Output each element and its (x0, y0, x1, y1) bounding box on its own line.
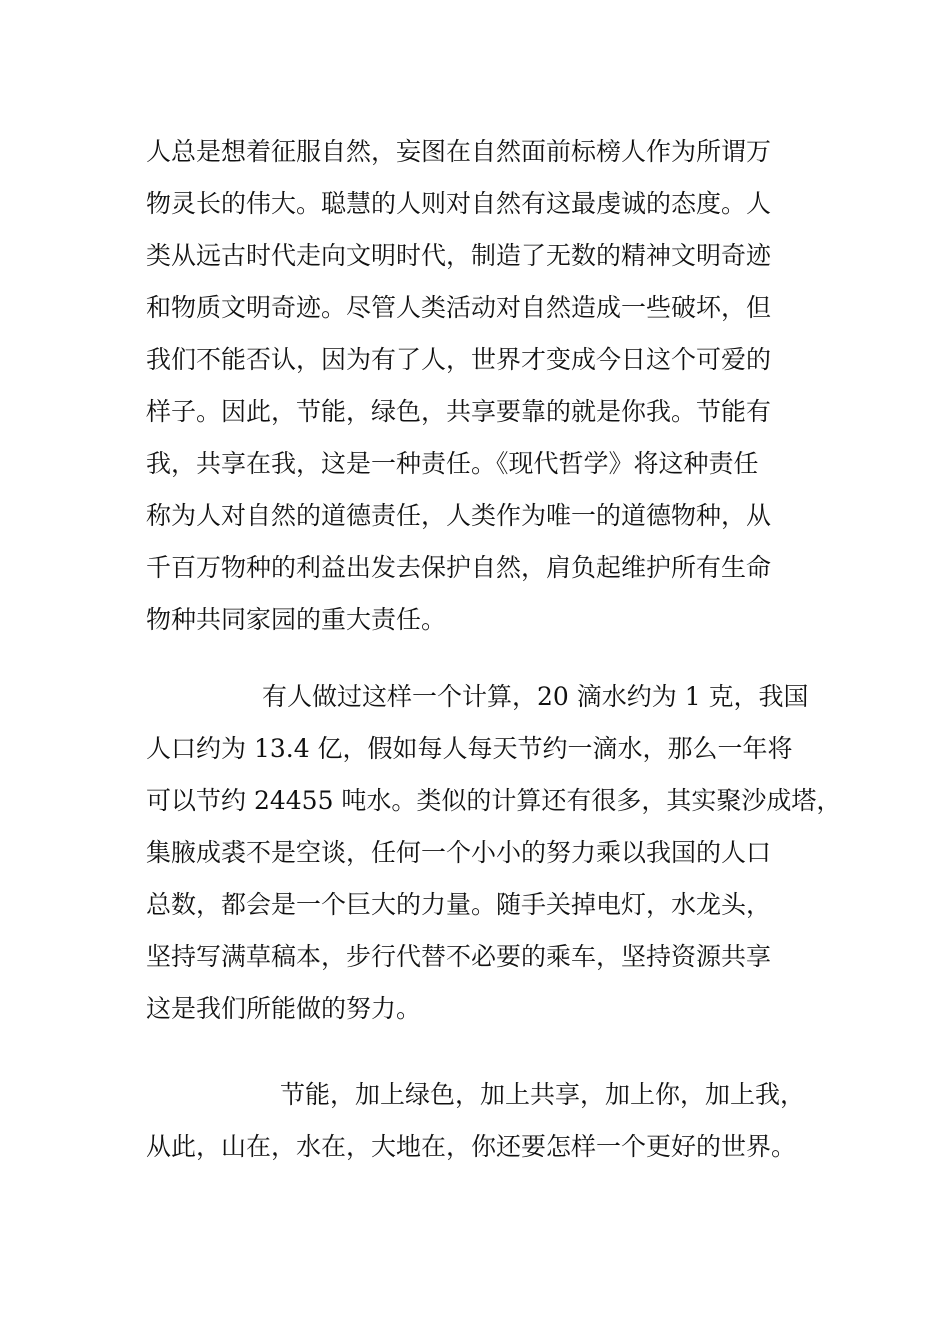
text-line: 我，共享在我，这是一种责任。《现代哲学》将这种责任 (146, 449, 759, 478)
text-line: 从此，山在，水在，大地在，你还要怎样一个更好的世界。 (146, 1132, 797, 1161)
text-line: 和物质文明奇迹。尽管人类活动对自然造成一些破坏，但 (146, 293, 772, 322)
text-line: 有人做过这样一个计算，20 滴水约为 1 克，我国 (262, 682, 809, 711)
text-line: 千百万物种的利益出发去保护自然，肩负起维护所有生命 (146, 553, 772, 582)
text-line: 我们不能否认，因为有了人，世界才变成今日这个可爱的 (146, 345, 772, 374)
text-line: 物种共同家园的重大责任。 (146, 605, 447, 634)
text-line: 可以节约 24455 吨水。类似的计算还有很多，其实聚沙成塔， (146, 786, 842, 815)
text-line: 人口约为 13.4 亿，假如每人每天节约一滴水，那么一年将 (146, 734, 793, 763)
text-line: 集腋成裘不是空谈，任何一个小小的努力乘以我国的人口 (146, 838, 772, 867)
text-line: 样子。因此，节能，绿色，共享要靠的就是你我。节能有 (146, 397, 772, 426)
text-line: 节能，加上绿色，加上共享，加上你，加上我， (280, 1080, 806, 1109)
paragraph-1 (146, 126, 836, 646)
text-line: 人总是想着征服自然，妄图在自然面前标榜人作为所谓万 (146, 137, 772, 166)
text-line: 总数，都会是一个巨大的力量。随手关掉电灯，水龙头， (146, 890, 772, 919)
text-line: 这是我们所能做的努力。 (146, 994, 422, 1023)
paragraph-2 (146, 671, 842, 1035)
text-line: 称为人对自然的道德责任，人类作为唯一的道德物种，从 (146, 501, 772, 530)
text-line: 坚持写满草稿本，步行代替不必要的乘车，坚持资源共享 (146, 942, 772, 971)
text-line: 物灵长的伟大。聪慧的人则对自然有这最虔诚的态度。人 (146, 189, 772, 218)
paragraph-3 (146, 1069, 836, 1173)
text-line: 类从远古时代走向文明时代，制造了无数的精神文明奇迹 (146, 241, 772, 270)
